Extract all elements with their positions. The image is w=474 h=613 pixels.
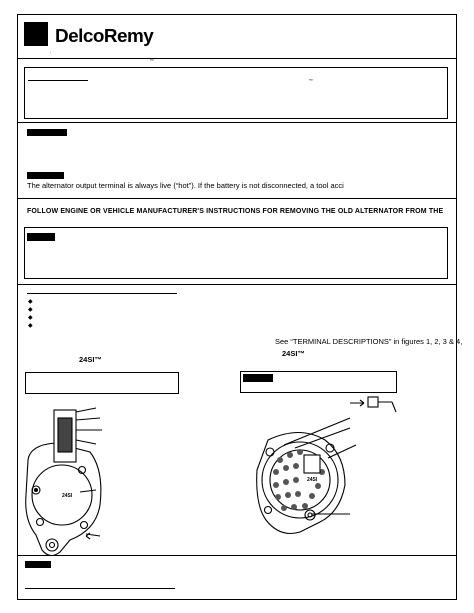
figure-right-model: 24SI™ xyxy=(282,349,305,358)
figure-left-badge: 24SI xyxy=(62,493,73,499)
footer-rule xyxy=(25,588,175,589)
list-bullet: ◆ xyxy=(28,307,33,313)
footer-label-bar xyxy=(25,561,51,568)
trademark-mark: ™ xyxy=(150,58,154,63)
brand-logo: DelcoRemy xyxy=(55,26,154,46)
trademark-mark-2: ™ xyxy=(309,78,313,83)
warning-text: The alternator output terminal is always live (“hot”). If the battery is not disconnected, a tool acci xyxy=(27,181,344,190)
instructions-heading: FOLLOW ENGINE OR VEHICLE MANUFACTURER'S INSTRUCTIONS FOR REMOVING THE OLD ALTERNATOR FROM THE xyxy=(27,208,444,215)
list-bullet: ◆ xyxy=(28,323,33,329)
list-bullet: ◆ xyxy=(28,299,33,305)
figure-right-badge: 24SI xyxy=(307,477,318,483)
logo-dot: · xyxy=(50,50,52,55)
list-bullet: ◆ xyxy=(28,315,33,321)
terminal-note: See “TERMINAL DESCRIPTIONS” in figures 1, 2, 3 & 4, xyxy=(275,337,463,346)
figure-left-model: 24SI™ xyxy=(79,355,102,364)
